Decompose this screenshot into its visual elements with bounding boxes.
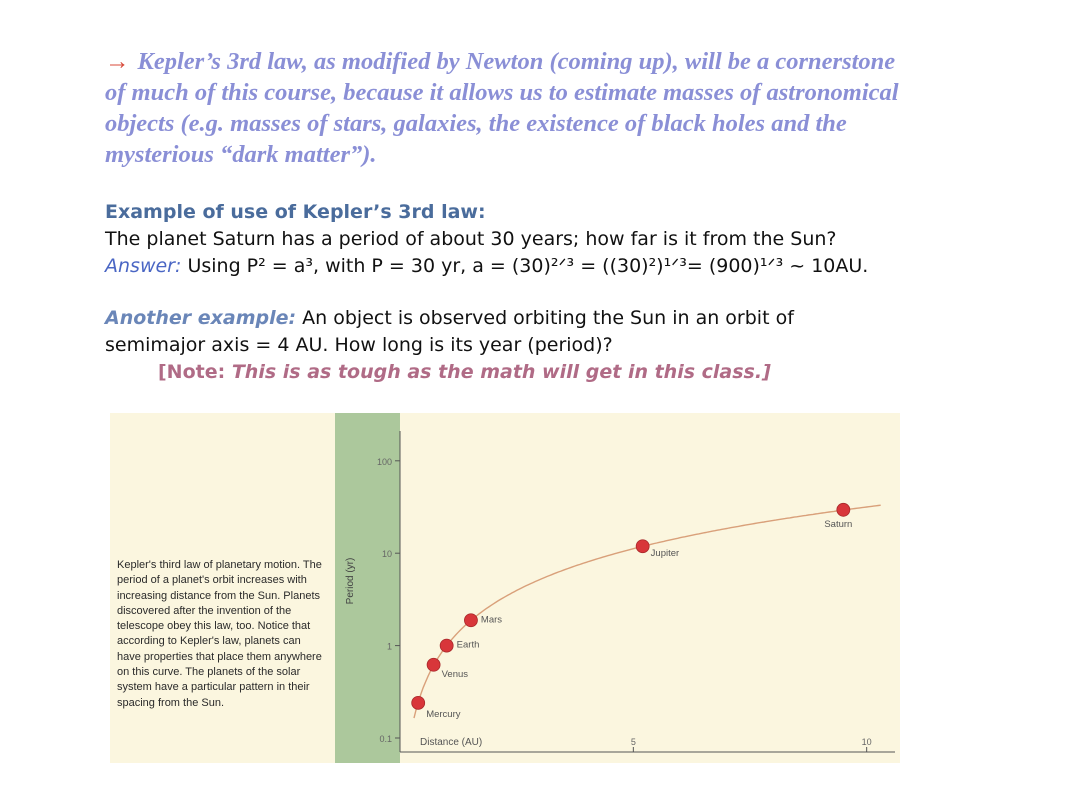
point-mars: [464, 614, 477, 627]
note-text: This is as tough as the math will get in this class.]: [231, 361, 771, 383]
example-2-text-2: semimajor axis = 4 AU. How long is its year (period)?: [105, 334, 613, 356]
point-label-mercury: Mercury: [426, 708, 461, 720]
answer-label: Answer:: [105, 255, 182, 277]
point-saturn: [837, 503, 850, 516]
example-1-heading: Example of use of Kepler’s 3rd law:: [105, 201, 486, 223]
figure-caption: Kepler's third law of planetary motion. The period of a planet's orbit increases with increasing distance from the Sun. Planets discovered after the invention of the telescope obey this law, too. Notice that according to Kepler's law, planets can have properties that place them anywhere on this curve. The planets of the solar system have a particular pattern in their spacing from the Sun.: [117, 559, 322, 709]
note-open: [Note:: [158, 361, 226, 383]
plot-area: [400, 413, 900, 763]
y-tick-label: 0.1: [379, 734, 392, 744]
example-1: [105, 199, 925, 280]
kepler-chart: [335, 413, 900, 763]
point-label-saturn: Saturn: [824, 518, 853, 530]
example-2-lead: Another example:: [105, 307, 297, 329]
example-1-question: The planet Saturn has a period of about 30 years; how far is it from the Sun?: [105, 228, 837, 250]
x-axis-label: Distance (AU): [420, 737, 483, 748]
example-1-answer: [105, 253, 925, 280]
y-tick-label: 1: [386, 641, 392, 652]
point-label-jupiter: Jupiter: [650, 548, 680, 560]
intro-text: Kepler’s 3rd law, as modified by Newton (coming up), will be a cornerstone of much of this course, because it allows us to estimate masses of astronomical objects (e.g. masses of stars, galaxies, the existence of black holes and the mysterious “dark matter”).: [105, 48, 899, 168]
point-jupiter: [636, 540, 649, 553]
example-2-text-1: An object is observed orbiting the Sun in an orbit of: [302, 307, 794, 329]
x-tick-label: 10: [861, 737, 872, 747]
example-2-line-1: [105, 305, 925, 332]
answer-text: Using P² = a³, with P = 30 yr, a = (30)²ᐟ³ = ((30)²)¹ᐟ³= (900)¹ᐟ³ ~ 10AU.: [187, 255, 869, 277]
y-tick-label: 10: [381, 549, 392, 560]
point-label-venus: Venus: [441, 668, 469, 680]
point-label-mars: Mars: [480, 614, 503, 626]
arrow-icon: →: [105, 48, 130, 75]
point-label-earth: Earth: [456, 639, 480, 651]
point-venus: [427, 658, 440, 671]
y-axis-label: Period (yr): [345, 557, 356, 605]
point-earth: [440, 639, 453, 652]
point-mercury: [412, 696, 425, 709]
kepler-figure: [110, 413, 900, 763]
intro-paragraph: [105, 46, 905, 170]
x-tick-label: 5: [630, 737, 636, 747]
y-tick-label: 100: [376, 456, 392, 467]
note: [158, 361, 771, 383]
example-2: [105, 305, 925, 359]
